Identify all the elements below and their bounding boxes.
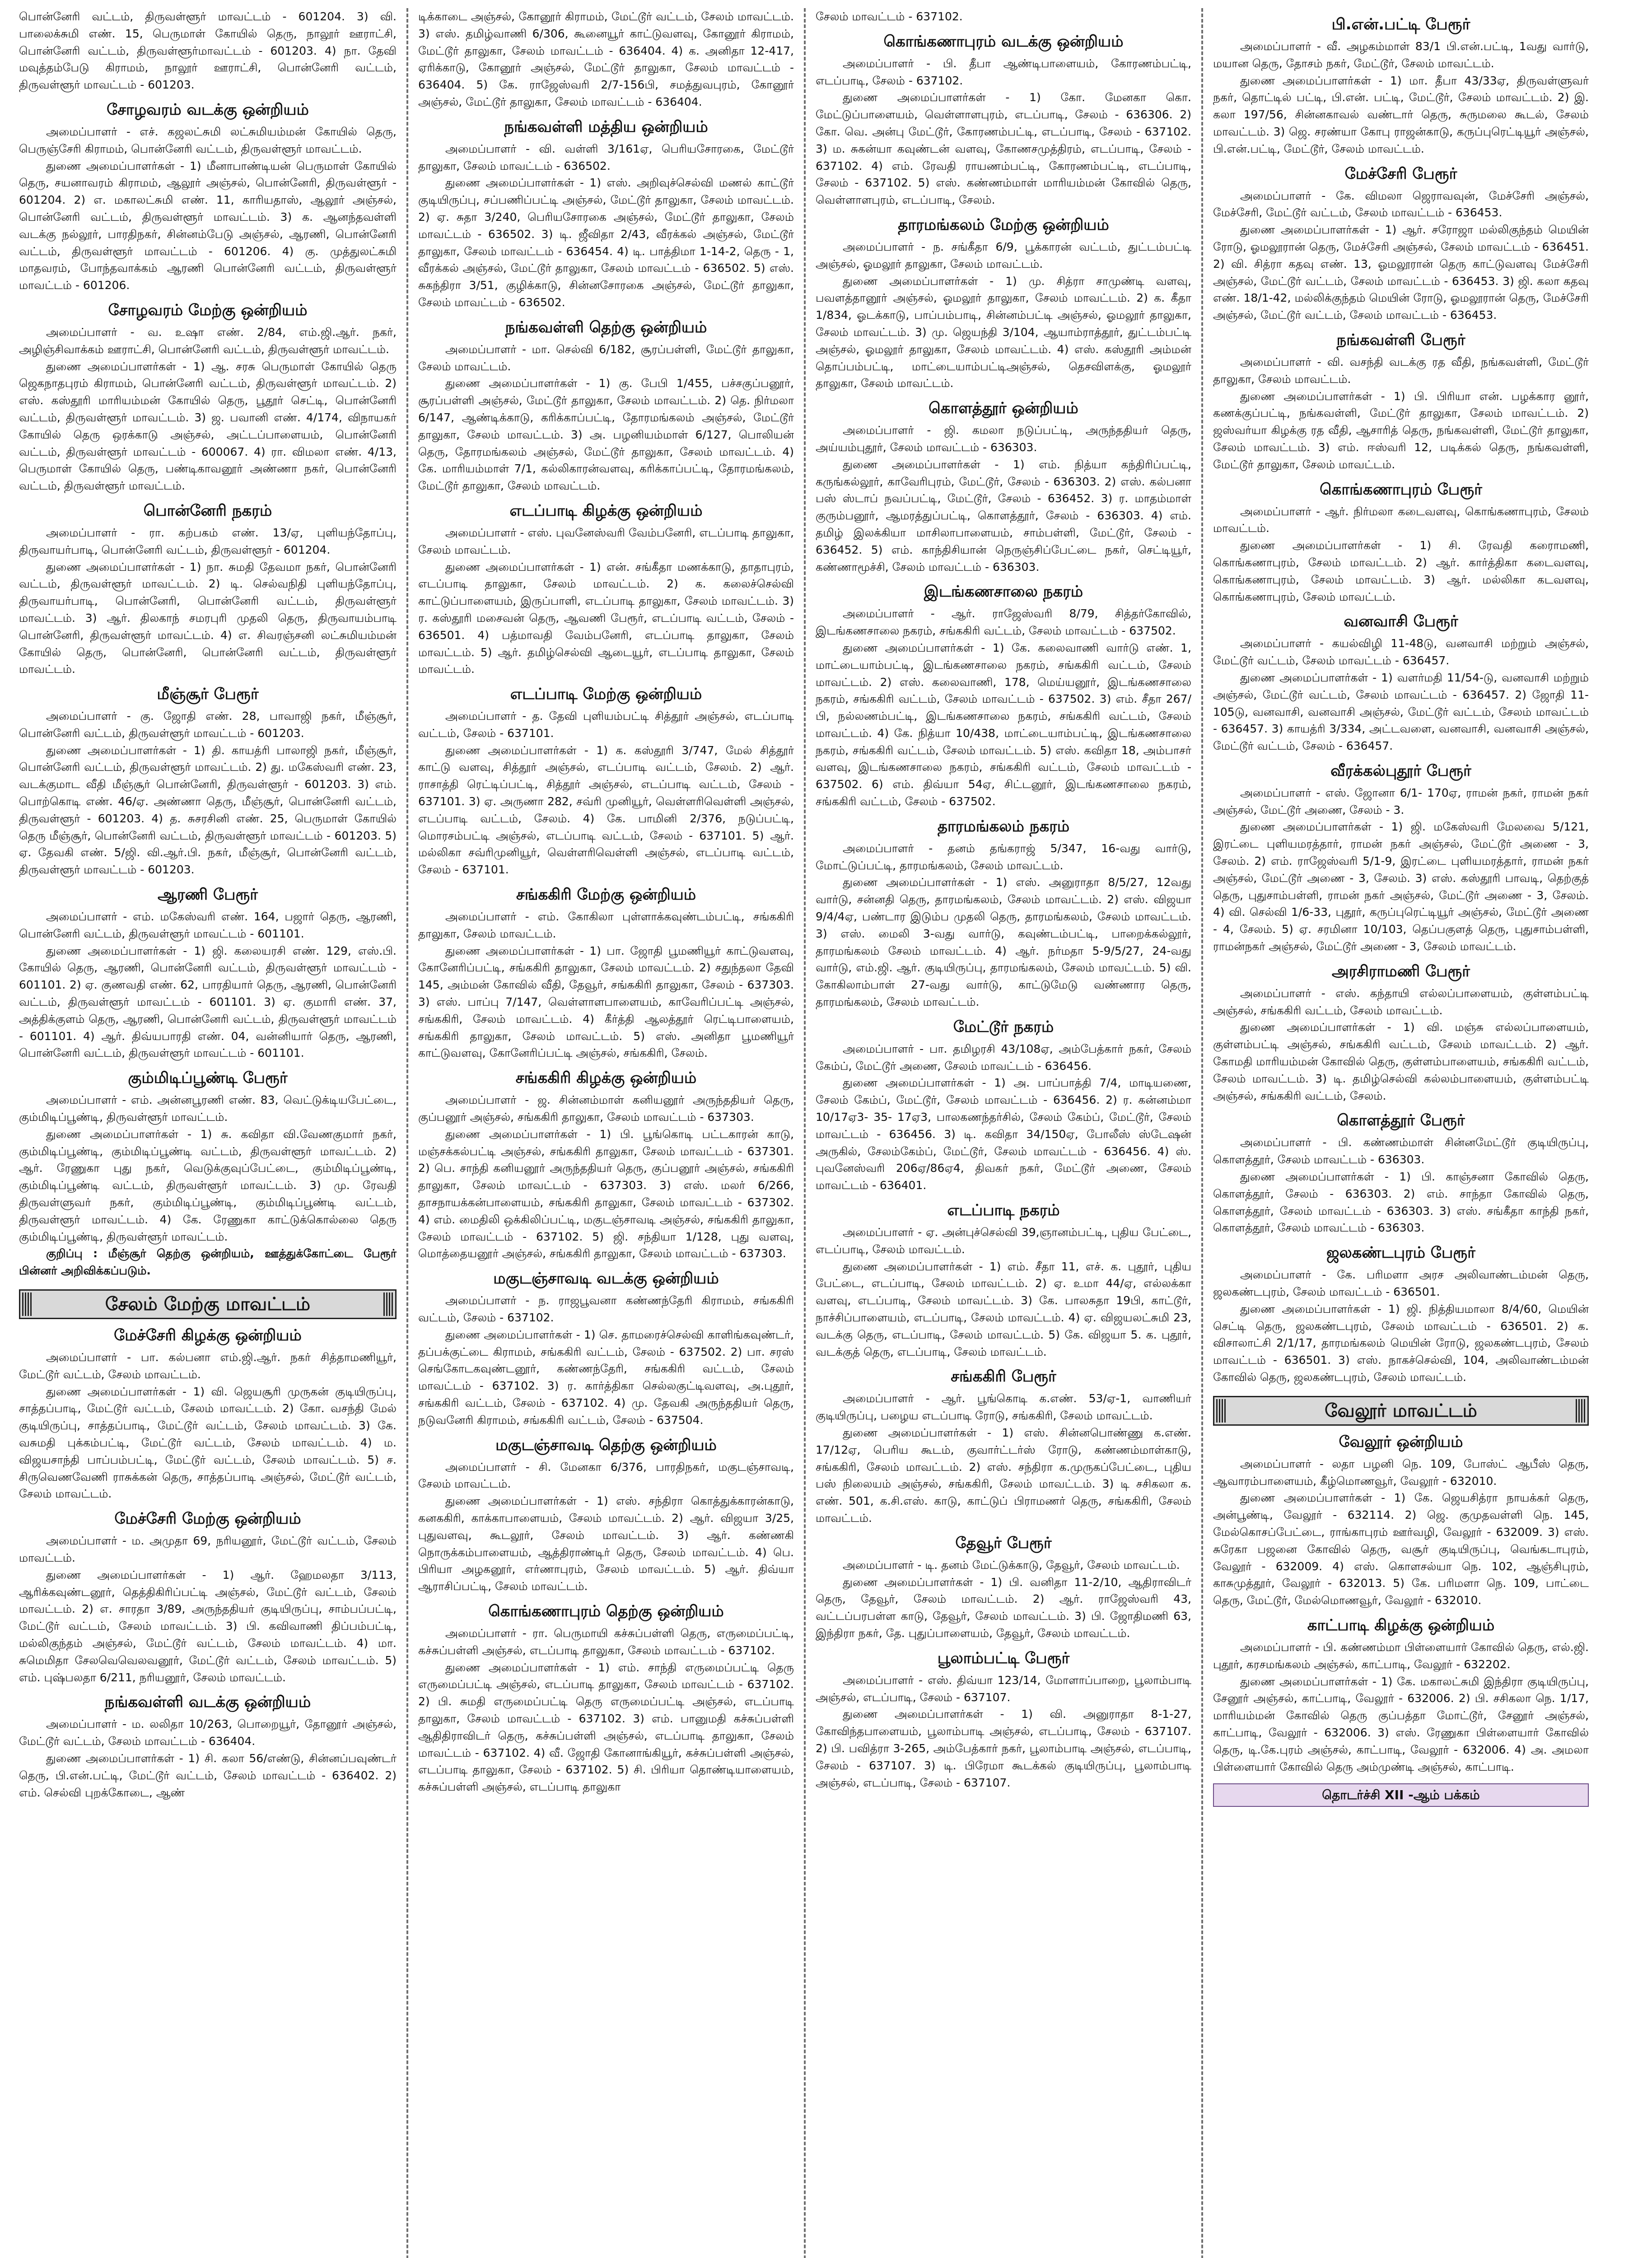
union-section <box>19 684 397 878</box>
section-heading: தேவூர் பேரூர் <box>955 1534 1052 1552</box>
section-heading: மகுடஞ்சாவடி வடக்கு ஒன்றியம் <box>493 1269 719 1288</box>
union-section <box>1213 1432 1589 1609</box>
deputy-organizers-entry: துணை அமைப்பாளர்கள் - 1) செ. தாமரைச்செல்வி காளிங்கவுண்டர், தப்பக்குட்டை கிராமம், சங்ககிரி வட்டம், சேலம் - 637502. 2) பா. சரஸ் செங்கோடகவுண்டனூர், கண்ணந்தேரி, சங்ககிரி வட்டம், சேலம் மாவட்டம் - 637102. 3) ர. கார்த்திகா செல்லகுட்டிவளவு, அ.புதூர், சங்ககிரி வட்டம், சேலம் - 637102. 4) மு. தேவகி அருந்ததியர் தெரு, நடுவனேரி கிராமம், சங்ககிரி வட்டம், சேலம் - 637504. <box>418 1328 794 1427</box>
union-section <box>418 117 794 311</box>
deputy-organizers-entry: துணை அமைப்பாளர்கள் - 1) எஸ். அனுராதா 8/5/27, 12வது வார்டு, சன்னதி தெரு, தாரமங்கலம், சேலம் மாவட்டம். 2) எஸ். விஜயா 9/4/4ஏ, பண்டார இடும்ப முதலி தெரு, தாரமங்கலம், சேலம் மாவட்டம். 3) எஸ். மைலி 3-வது வார்டு, கவுண்டம்பட்டி, பாறைக்கல்லூர், தாரமங்கலம் சேலம் மாவட்டம். 4) ஆர். நர்மதா 5-9/5/27, 24-வது வார்டு, எம்.ஜி. ஆர். குடியிருப்பு, தாரமங்கலம், சேலம் மாவட்டம். 5) வி. கோகிலாம்பாள் 27-வது வார்டு, காட்டுமேடு வண்ணார தெரு, தாரமங்கலம், சேலம் மாவட்டம். <box>816 876 1191 1009</box>
union-section <box>1213 14 1589 158</box>
section-heading: எடப்பாடி மேற்கு ஒன்றியம் <box>510 685 702 704</box>
organizer-entry: அமைப்பாளர் - பி. கண்ணம்மா பிள்ளையார் கோவில் தெரு, எல்.ஜி. புதூர், கரசமங்கலம் அஞ்சல், காட்பாடி, வேலூர் - 632202. <box>1213 1640 1589 1671</box>
deputy-organizers-entry: துணை அமைப்பாளர்கள் - 1) எஸ். சின்னபொண்ணு க.எண். 17/12ஏ, பெரிய கூடம், குவார்ட்டர்ஸ் ரோடு, கண்ணம்மாள்காடு, சங்ககிரி, சேலம் மாவட்டம். 2) எஸ். சந்திரா க.முருகப்பேட்டை, புதிய பஸ் நிலையம் அஞ்சல், சங்ககிரி, சேலம் மாவட்டம். 3) டி சசிகலா க. எண். 501, க.சி.எஸ். காடு, காட்டுப் பிராமணர் தெரு, சங்ககிரி, சேலம் மாவட்டம். <box>816 1426 1191 1525</box>
union-section <box>1213 164 1589 324</box>
deputy-organizers-entry: டிக்காடை அஞ்சல், கோனூர் கிராமம், மேட்டூர் வட்டம், சேலம் மாவட்டம். 3) எஸ். தமிழ்வாணி 6/306, கூனையூர் காட்டுவளவு, கோனூர் கிராமம், மேட்டூர் தாலுகா, சேலம் மாவட்டம் - 636404. 4) க. அனிதா 12-417, ஏரிக்காடு, கோனூர் அஞ்சல், மேட்டூர் தாலுகா, சேலம் மாவட்டம் - 636404. 5) கே. ராஜேஸ்வரி 2/7-156பி, சமத்துவபுரம், கோனூர் அஞ்சல், மேட்டூர் தாலுகா, சேலம் மாவட்டம் - 636404. <box>418 10 794 108</box>
union-section <box>816 582 1191 810</box>
union-section <box>816 1533 1191 1642</box>
deputy-organizers-entry: துணை அமைப்பாளர்கள் - 1) கே. மகாலட்சுமி இந்திரா குடியிருப்பு, சேனூர் அஞ்சல், காட்பாடி, வேலூர் - 632006. 2) பி. சசிகலா நெ. 1/17, மாரியம்மன் கோவில் தெரு குப்பத்தா மோட்டூர், சேனூர் அஞ்சல், காட்பாடி, வேலூர் - 632006. 3) எஸ். ரேணுகா பிள்ளையார் கோவில் தெரு, டி.கே.புரம் அஞ்சல், காட்பாடி, வேலூர் - 632006. 4) அ. அமலா பிள்ளையார் கோவில் தெரு அம்முண்டி அஞ்சல், காட்பாடி. <box>1213 1675 1589 1773</box>
section-heading: அரசிராமணி பேரூர் <box>1331 962 1470 980</box>
deputy-organizers-entry: துணை அமைப்பாளர்கள் - 1) சு. கவிதா வி.வேணகுமார் நகர், கும்மிடிப்பூண்டி, கும்மிடிப்பூண்டி வட்டம், திருவள்ளூர் மாவட்டம். 2) ஆர். ரேணுகா புது நகர், வெடுக்குவுப்பேட்டை, கும்மிடிப்பூண்டி, கும்மிடிப்பூண்டி வட்டம், திருவள்ளூர் மாவட்டம். 3) மு. ரேவதி திருவள்ளுவர் நகர், கும்மிடிப்பூண்டி, கும்மிடிப்பூண்டி வட்டம், திருவள்ளூர் மாவட்டம். 4) கே. ரேணுகா காட்டுக்கொல்லை தெரு கும்மிடிப்பூண்டி, திருவள்ளூர் மாவட்டம். <box>19 1127 397 1243</box>
deputy-organizers-entry: துணை அமைப்பாளர்கள் - 1) எம். சீதா 11, எச். க. புதூர், புதிய பேட்டை, எடப்பாடி, சேலம் மாவட்டம். 2) ஏ. உமா 44/ஏ, எல்லக்கா வளவு, எடப்பாடி, சேலம் மாவட்டம். 3) கே. பாலசுதா 19பி, காட்டூர், நாச்சிப்பாளையம், எடப்பாடி, சேலம் மாவட்டம். 4) ஏ. விஜயலட்சுமி 23, வடக்கு தெரு, எடப்பாடி, சேலம் மாவட்டம். 5) கே. விஜயா 5. க. புதூர், வடக்குத் தெரு, எடப்பாடி, சேலம் மாவட்டம். <box>816 1260 1191 1358</box>
section-heading: மேட்டூர் நகரம் <box>953 1017 1054 1036</box>
deputy-organizers-entry: துணை அமைப்பாளர்கள் - 1) ஜி. கலையரசி எண். 129, எஸ்.பி. கோயில் தெரு, ஆரணி, பொன்னேரி வட்டம், திருவள்ளூர் மாவட்டம் - 601101. 2) ஏ. குணவதி எண். 62, பாரதியார் தெரு, ஆரணி, பொன்னேரி வட்டம், திருவள்ளூர் மாவட்டம் - 601101. 3) ஏ. குமாரி எண். 37, அத்திக்குளம் தெரு, ஆரணி, பொன்னேரி வட்டம், திருவள்ளூர் மாவட்டம் - 601101. 4) ஆர். திவ்யபாரதி எண். 04, வன்னியார் தெரு, ஆரணி, பொன்னேரி வட்டம், திருவள்ளூர் மாவட்டம் - 601101. <box>19 944 397 1060</box>
section-heading: எடப்பாடி நகரம் <box>947 1201 1060 1220</box>
section-heading: நங்கவள்ளி வடக்கு ஒன்றியம் <box>104 1693 311 1712</box>
organizer-entry: அமைப்பாளர் - எம். மகேஸ்வரி எண். 164, பஜார் தெரு, ஆரணி, பொன்னேரி வட்டம், திருவள்ளூர் மாவட்டம் - 601101. <box>19 910 397 940</box>
section-heading: மேச்சேரி பேரூர் <box>1344 164 1457 183</box>
union-section <box>418 317 794 495</box>
union-section <box>1213 961 1589 1105</box>
organizer-entry: அமைப்பாளர் - கே. பரிமளா அரச அலிவாண்டம்மன் தெரு, ஜலகண்டபுரம், சேலம் மாவட்டம் - 636501. <box>1213 1268 1589 1299</box>
section-heading: வேலூர் ஒன்றியம் <box>1339 1432 1463 1451</box>
organizer-entry: அமைப்பாளர் - ம. லலிதா 10/263, பொறையூர், தோனூர் அஞ்சல், மேட்டூர் வட்டம், சேலம் மாவட்டம் - 636404. <box>19 1717 397 1748</box>
union-section <box>418 684 794 878</box>
column-3 <box>804 8 1201 2258</box>
deputy-organizers-entry: துணை அமைப்பாளர்கள் - 1) மா. தீபா 43/33ஏ, திருவள்ளுவர் நகர், தொட்டில் பட்டி, பி.என். பட்டி, மேட்டூர், சேலம் மாவட்டம். 2) இ. கலா 197/56, சின்னகாவல் வண்டார் தெரு, சுருமலை கூடல், சேலம் மாவட்டம். 3) ஜெ. சரண்யா கோபு ராஜன்காடு, கருப்புரெட்டியூர் அஞ்சல், பி.என்.பட்டி, மேட்டூர், சேலம் மாவட்டம். <box>1213 74 1589 155</box>
section-heading: வீரக்கல்புதூர் பேரூர் <box>1330 761 1471 780</box>
deputy-organizers-entry: துணை அமைப்பாளர்கள் - 1) வளர்மதி 11/54-டு, வனவாசி மற்றும் அஞ்சல், மேட்டூர் வட்டம், சேலம் மாவட்டம் - 636457. 2) ஜோதி 11-105டு, வனவாசி, வனவாசி அஞ்சல், மேட்டூர் வட்டம், சேலம் மாவட்டம் - 636457. 3) காயத்ரி 3/334, அட்டவளை, வனவாசி, வனவாசி அஞ்சல், மேட்டூர் வட்டம், சேலம் - 636457. <box>1213 671 1589 753</box>
column-4 <box>1201 8 1599 2258</box>
union-section <box>1213 761 1589 955</box>
organizer-entry: அமைப்பாளர் - எஸ். கந்தாயி எல்லப்பாளையம், குள்ளம்பட்டி அஞ்சல், சங்ககிரி வட்டம், சேலம் மாவட்டம். <box>1213 986 1589 1017</box>
section-heading: பொன்னேரி நகரம் <box>143 501 272 520</box>
section-heading: காட்பாடி கிழக்கு ஒன்றியம் <box>1307 1616 1495 1634</box>
section-heading: கொங்கணாபுரம் பேரூர் <box>1320 480 1482 499</box>
union-section <box>19 1509 397 1686</box>
organizer-entry: அமைப்பாளர் - ஆர். ராஜேஸ்வரி 8/79, சித்தர்கோவில், இடங்கணசாலை நகரம், சங்ககிரி வட்டம், சேலம் மாவட்டம் - 637502. <box>816 607 1191 638</box>
union-section <box>816 32 1191 209</box>
deputy-organizers-entry: துணை அமைப்பாளர்கள் - 1) மீனாபாண்டியன் பெருமாள் கோயில் தெரு, சயனாவரம் கிராமம், ஆலூர் அஞ்சல், பொன்னேரி, திருவள்ளூர் - 601204. 2) எ. மகாலட்சுமி எண். 11, காரியதாஸ், ஆலூர் அஞ்சல், பொன்னேரி வட்டம், திருவள்ளூர் மாவட்டம். 3) க. ஆனந்தவள்ளி வடக்கு நல்லூர், பாரதிநகர், சின்னம்பேடு அஞ்சல், ஆரணி, பொன்னேரி வட்டம், திருவள்ளூர் மாவட்டம் - 601206. 4) கு. முத்துலட்சுமி மாதவரம், போந்தவாக்கம் ஆரணி பொன்னேரி வட்டம், திருவள்ளூர் மாவட்டம் - 601206. <box>19 159 397 292</box>
union-section <box>19 885 397 1062</box>
deputy-organizers-entry: துணை அமைப்பாளர்கள் - 1) எம். நித்யா கந்திரிப்பட்டி, கருங்கல்லூர், காவேரிபுரம், மேட்டூர், சேலம் - 636303. 2) எஸ். கல்பனா பஸ் ஸ்டாப் நவப்பட்டி, மேட்டூர், சேலம் - 636452. 3) ர. மாதம்மாள் குரும்பனூர், ஆமரத்துப்பட்டி, கொளத்தூர், சேலம் - 636303. 4) எம். தமிழ் இலக்கியா மாசிலாபாளையம், சாம்பள்ளி, மேட்டூர், சேலம் - 636452. 5) எம். காந்திசியான் நெருஞ்சிப்பேட்டை நகர், செட்டியூர், கண்ணாமூச்சி, சேலம் மாவட்டம் - 636303. <box>816 457 1191 574</box>
deputy-organizers-entry: துணை அமைப்பாளர்கள் - 1) வி. மஞ்சு எல்லப்பாளையம், குள்ளம்பட்டி அஞ்சல், சங்ககிரி வட்டம், சேலம் மாவட்டம். 2) ஆர். கோமதி மாரியம்மன் கோவில் தெரு, குள்ளம்பாளையம், சங்ககிரி வட்டம், சேலம் மாவட்டம். 3) டி. தமிழ்செல்வி கல்லம்பாளையம், குள்ளம்பட்டி அஞ்சல், சங்ககிரி வட்டம், சேலம். <box>1213 1021 1589 1102</box>
union-section <box>1213 330 1589 473</box>
deputy-organizers-entry: துணை அமைப்பாளர்கள் - 1) பி. வனிதா 11-2/10, ஆதிராவிடர் தெரு, தேவூர், சேலம் மாவட்டம். 2) ஆர். ராஜேஸ்வரி 43, வட்டப்பரபள்ள காடு, தேவூர், சேலம் மாவட்டம். 3) பி. ஜோதிமணி 63, இந்திரா நகர், தே. புதுப்பாளையம், தேவூர், சேலம் மாவட்டம். <box>816 1575 1191 1640</box>
union-section <box>816 816 1191 1011</box>
union-section <box>418 1269 794 1428</box>
organizer-entry: அமைப்பாளர் - ம. அமுதா 69, நரியனூர், மேட்டூர் வட்டம், சேலம் மாவட்டம். <box>19 1534 397 1564</box>
continued-on-page-note: தொடர்ச்சி XII -ஆம் பக்கம் <box>1213 1783 1589 1807</box>
section-heading: எடப்பாடி கிழக்கு ஒன்றியம் <box>509 501 703 520</box>
section-heading: ஜலகண்டபுரம் பேரூர் <box>1326 1244 1475 1262</box>
section-heading: சோழவரம் மேற்கு ஒன்றியம் <box>108 301 308 319</box>
deputy-organizers-entry: துணை அமைப்பாளர்கள் - 1) அ. பாப்பாத்தி 7/4, மாடியணை, சேலம் கேம்ப், மேட்டூர், சேலம் மாவட்டம் - 636456. 2) ர. கன்னம்மா 10/17ஏ3- 35- 17ஏ3, பாலகணந்தர்சில், சேலம் கேம்ப், மேட்டூர், சேலம் மாவட்டம் - 636456. 3) டி. கவிதா 34/150ஏ, போலீஸ் ஸ்டேஷன் அருகில், சேலம்கேம்ப், மேட்டூர், சேலம் மாவட்டம் - 636456. 4) ஸ். புவனேஸ்வரி 206ஏ/86ஏ4, திவகர் நகர், மேட்டூர் அணை, சேலம் மாவட்டம் - 636401. <box>816 1076 1191 1192</box>
organizer-entry: அமைப்பாளர் - வ. உஷா எண். 2/84, எம்.ஜி.ஆர். நகர், அழிஞ்சிவாக்கம் ஊராட்சி, பொன்னேரி வட்டம், திருவள்ளூர் மாவட்டம். <box>19 325 397 356</box>
section-heading: கொங்கணாபுரம் வடக்கு ஒன்றியம் <box>883 32 1124 51</box>
organizer-entry: அமைப்பாளர் - ஜி. கமலா நடுப்பட்டி, அருந்ததியர் தெரு, அய்யம்புதூர், சேலம் மாவட்டம் - 636303. <box>816 424 1191 454</box>
deputy-organizers-entry: துணை அமைப்பாளர்கள் - 1) ஜி. மகேஸ்வரி மேலவை 5/121, இரட்டை புளியமரத்தார், ராமன் நகர் அஞ்சல், மேட்டூர் அணை - 3, சேலம். 2) எம். ராஜேஸ்வரி 5/1-9, இரட்டை புளியமரத்தார், ராமன் நகர் அஞ்சல், மேட்டூர் அணை - 3, சேலம். 3) எஸ். கஸ்தூரி பாவடி, தெற்குத் தெரு, புதுசாம்பள்ளி, ராமன் நகர் அஞ்சல், மேட்டூர் அணை - 3, சேலம். 4) வி. செல்வி 1/6-33, புதூர், கருப்புரெட்டியூர் அஞ்சல், மேட்டூர் அணை - 4, சேலம். 5) ஏ. சரமினா 10/103, தெப்பகுளத் தெரு, புதுசாம்பள்ளி, ராமன்நகர் அஞ்சல், மேட்டூர் அணை - 3, சேலம் மாவட்டம். <box>1213 820 1589 953</box>
deputy-organizers-entry: துணை அமைப்பாளர்கள் - 1) ஆர். சரோஜா மல்லிகுந்தம் மெயின் ரோடு, ஓமலூரான் தெரு, மேச்சேரி அஞ்சல், சேலம் மாவட்டம் - 636451. 2) வி. சித்ரா கதவு எண். 13, ஓமலூரான் தெரு காட்டுவளவு மேச்சேரி அஞ்சல், மேட்டூர் வட்டம், சேலம் மாவட்டம் - 636453. 3) ஜி. கலா கதவு எண். 18/1-42, மல்லிக்குந்தம் மெயின் ரோடு, ஓமலூரான் தெரு, மேச்சேரி அஞ்சல், மேட்டூர் வட்டம், சேலம் மாவட்டம் - 636453. <box>1213 223 1589 322</box>
section-heading: கும்மிடிப்பூண்டி பேரூர் <box>128 1069 288 1087</box>
union-section <box>19 1068 397 1279</box>
organizer-entry: அமைப்பாளர் - ஆர். பூங்கொடி க.எண். 53/ஏ-1, வாணியர் குடியிருப்பு, பழைய எடப்பாடி ரோடு, சங்ககிரி, சேலம் மாவட்டம். <box>816 1392 1191 1423</box>
section-heading: சங்ககிரி பேரூர் <box>951 1367 1056 1386</box>
deputy-organizers-entry: சேலம் மாவட்டம் - 637102. <box>816 10 963 23</box>
deputy-organizers-entry: துணை அமைப்பாளர்கள் - 1) நா. சுமதி தேவமா நகர், பொன்னேரி வட்டம், திருவள்ளூர் மாவட்டம். 2) டி. செல்வநிதி புளியந்தோப்பு, திருவாயர்பாடி, பொன்னேரி, பொன்னேரி வட்டம், திருவள்ளூர் மாவட்டம். 3) ஆர். திலகாந் சமரபுரி முதலி தெரு, திருவாயம்பாடி பொன்னேரி, திருவள்ளூர் மாவட்டம். 4) எ. சிவரஞ்சனி லட்சுமியம்மன் கோயில் தெரு, பொன்னேரி, பொன்னேரி வட்டம், திருவள்ளூர் மாவட்டம். <box>19 560 397 676</box>
deputy-organizers-entry: துணை அமைப்பாளர்கள் - 1) பா. ஜோதி பூமணியூர் காட்டுவளவு, கோனேரிப்பட்டி, சங்ககிரி தாலுகா, சேலம் மாவட்டம். 2) சதுந்தலா தேவி 145, அம்மன் கோவில் வீதி, தேவூர், சங்ககிரி தாலுகா, சேலம் - 637303. 3) எஸ். பாப்பு 7/147, வெள்ளாளபாளையம், காவேரிப்பட்டி அஞ்சல், சங்ககிரி, சேலம் மாவட்டம். 4) கீர்த்தி ஆலத்தூர் ரெட்டிபாளையம், சங்ககிரி தாலுகா, சேலம் மாவட்டம். 5) எஸ். அனிதா பூமணியூர் காட்டுவளவு, கோனேரிப்பட்டி அஞ்சல், சங்ககிரி, சேலம். <box>418 944 794 1060</box>
column-2 <box>406 8 804 2258</box>
column-1 <box>9 8 406 2258</box>
union-section <box>19 501 397 678</box>
organizer-entry: அமைப்பாளர் - வி. வசந்தி வடக்கு ரத வீதி, நங்கவள்ளி, மேட்டூர் தாலுகா, சேலம் மாவட்டம். <box>1213 355 1589 386</box>
union-section <box>1213 480 1589 606</box>
section-heading: மீஞ்சூர் பேரூர் <box>157 685 259 704</box>
union-section <box>19 8 397 93</box>
organizer-entry: அமைப்பாளர் - பா. கல்பனா எம்.ஜி.ஆர். நகர் சித்தாமணியூர், மேட்டூர் வட்டம், சேலம் மாவட்டம். <box>19 1351 397 1381</box>
organizer-entry: அமைப்பாளர் - ந. சங்கீதா 6/9, பூக்காரன் வட்டம், துட்டம்பட்டி அஞ்சல், ஓமலூர் தாலுகா, சேலம் மாவட்டம். <box>816 240 1191 271</box>
union-section <box>19 100 397 294</box>
section-heading: கொளத்தூர் பேரூர் <box>1337 1111 1465 1130</box>
union-section <box>1213 1110 1589 1236</box>
deputy-organizers-entry: துணை அமைப்பாளர்கள் - 1) பி. பிரியா என். பழக்கார னூர், கணக்குப்பட்டி, நங்கவள்ளி, மேட்டூர் தாலுகா, சேலம் மாவட்டம். 2) ஜஸ்வர்யா கிழக்கு ரத வீதி, ஆசாரித் தெரு, நங்கவள்ளி, மேட்டூர் தாலுகா, சேலம் மாவட்டம். 3) எம். ஈஸ்வரி 12, படிக்கல் தெரு, நங்கவள்ளி, மேட்டூர் தாலுகா, சேலம் மாவட்டம். <box>1213 389 1589 471</box>
organizer-entry: அமைப்பாளர் - எஸ். திவ்யா 123/14, மோளாப்பாறை, பூலாம்பாடி அஞ்சல், எடப்பாடி, சேலம் - 637107. <box>816 1673 1191 1704</box>
section-heading: தாரமங்கலம் நகரம் <box>937 817 1070 835</box>
union-section <box>816 1017 1191 1194</box>
section-heading: பூலாம்பட்டி பேரூர் <box>937 1649 1070 1667</box>
section-heading: பி.என்.பட்டி பேரூர் <box>1331 15 1470 33</box>
union-section <box>19 1692 397 1801</box>
deputy-organizers-entry: துணை அமைப்பாளர்கள் - 1) எம். சாந்தி எருமைப்பட்டி தெரு எருமைப்பட்டி அஞ்சல், எடப்பாடி தாலுகா, சேலம் மாவட்டம் - 637102. 2) பி. சுமதி எருமைப்பட்டி தெரு எருமைப்பட்டி அஞ்சல், எடப்பாடி தாலுகா, சேலம் மாவட்டம் - 637102. 3) எம். பானுமதி கச்சுப்பள்ளி ஆதிதிராவிடர் தெரு, கச்சுப்பள்ளி அஞ்சல், எடப்பாடி தாலுகா, சேலம் மாவட்டம் - 637102. 4) வீ. ஜோதி கோனாங்கியூர், கச்சுப்பள்ளி அஞ்சல், எடப்பாடி தாலுகா, சேலம் - 637102. 5) சி. பிரியா தொண்டியாளையம், கச்சுப்பள்ளி அஞ்சல், எடப்பாடி தாலுகா <box>418 1661 794 1794</box>
section-heading: மேச்சேரி கிழக்கு ஒன்றியம் <box>114 1326 302 1344</box>
organizer-entry: அமைப்பாளர் - த. தேவி புளியம்பட்டி சித்தூர் அஞ்சல், எடப்பாடி வட்டம், சேலம் - 637101. <box>418 709 794 740</box>
section-heading: தாரமங்கலம் மேற்கு ஒன்றியம் <box>898 215 1109 234</box>
deputy-organizers-entry: துணை அமைப்பாளர்கள் - 1) பி. காஞ்சனா கோவில் தெரு, கொளத்தூர், சேலம் - 636303. 2) எம். சாந்தா கோவில் தெரு, கொளத்தூர், சேலம் மாவட்டம் - 636303. 3) எஸ். சங்கீதா காந்தி நகர், கொளத்தூர், சேலம் மாவட்டம் - 636303. <box>1213 1170 1589 1235</box>
deputy-organizers-entry: துணை அமைப்பாளர்கள் - 1) எஸ். அறிவுச்செல்வி மணல் காட்டூர் குடியிருப்பு, சப்பணிப்பட்டி அஞ்சல், மேட்டூர் தாலுகா, சேலம் மாவட்டம். 2) ஏ. சுதா 3/240, பெரியசோரகை அஞ்சல், மேட்டூர் தாலுகா, சேலம் மாவட்டம் - 636502. 3) டி. ஜீவிதா 2/43, வீரக்கல் அஞ்சல், மேட்டூர் தாலுகா, சேலம் மாவட்டம் - 636454. 4) டி. பாத்திமா 1-14-2, தெரு - 1, வீரக்கல் அஞ்சல், மேட்டூர் தாலுகா, சேலம் மாவட்டம் - 636502. 5) எஸ். சுகந்திரா 3/51, குழிக்காடு, சின்னசோரகை அஞ்சல், மேட்டூர் தாலுகா, சேலம் மாவட்டம் - 636502. <box>418 176 794 309</box>
deputy-organizers-entry: துணை அமைப்பாளர்கள் - 1) மு. சித்ரா சாமுண்டி வளவு, பவளத்தானூர் அஞ்சல், ஓமலூர் தாலுகா, சேலம் மாவட்டம். 2) க. கீதா 1/834, ஓடக்காடு, பாப்பம்பாடி, சின்னம்பட்டி அஞ்சல், ஓமலூர் தாலுகா, சேலம் மாவட்டம். 3) மு. ஜெயந்தி 3/104, ஆயாம்ராத்தூர், துட்டம்பட்டி அஞ்சல், ஓமலூர் தாலுகா, சேலம் மாவட்டம். 4) எஸ். கஸ்தூரி அம்மன் தொப்பம்பட்டி, மாட்டையாம்பட்டிஅஞ்சல், தெசவிளக்கு, ஓமலூர் தாலுகா, சேலம் மாவட்டம். <box>816 274 1191 390</box>
organizer-entry: அமைப்பாளர் - பி. கண்ணம்மாள் சின்னமேட்டூர் குடியிருப்பு, கொளத்தூர், சேலம் மாவட்டம் - 636303. <box>1213 1136 1589 1166</box>
union-section <box>816 8 1191 25</box>
deputy-organizers-entry: துணை அமைப்பாளர்கள் - 1) ஆ. சரசு பெருமாள் கோயில் தெரு ஜெகநாதபுரம் கிராமம், பொன்னேரி வட்டம், திருவள்ளூர் மாவட்டம். 2) எஸ். கஸ்தூரி மாரியம்மன் கோயில் தெரு, பூதூர் செட்டி, பொன்னேரி வட்டம், திருவள்ளூர் மாவட்டம். 3) ஜ. பவானி எண். 4/174, விநாயகர் கோயில் தெரு ஒரக்காடு அஞ்சல், அட்டப்பாளையம், பொன்னேரி வட்டம், திருவள்ளூர் மாவட்டம் - 600067. 4) ரா. விமலா எண். 4/13, பெருமாள் கோயில் தெரு, பண்டிகாவனூர் அண்ணா நகர், பொன்னேரி வட்டம், திருவள்ளூர் மாவட்டம். <box>19 359 397 493</box>
deputy-organizers-entry: துணை அமைப்பாளர்கள் - 1) தி. காயத்ரி பாலாஜி நகர், மீஞ்சூர், பொன்னேரி வட்டம், திருவள்ளூர் மாவட்டம். 2) து. மகேஸ்வரி எண். 23, வடக்குமாட வீதி மீஞ்சூர் பொன்னேரி, திருவள்ளூர் - 601203. 3) எம். பொற்கொடி எண். 46/ஏ. அண்ணா தெரு, மீஞ்சூர், பொன்னேரி வட்டம், திருவள்ளூர் - 601203. 4) த. சுசரசினி எண். 25, பெருமாள் கோயில் தெரு மீஞ்சூர், பொன்னேரி வட்டம், திருவள்ளூர் மாவட்டம் - 601203. 5) ஏ. தேவகி எண். 5/ஜி. வி.ஆர்.பி. நகர், மீஞ்சூர், பொன்னேரி வட்டம், திருவள்ளூர் மாவட்டம் - 601203. <box>19 743 397 877</box>
union-section <box>816 1367 1191 1526</box>
section-heading: சங்ககிரி கிழக்கு ஒன்றியம் <box>515 1069 697 1087</box>
organizer-entry: அமைப்பாளர் - எம். அன்னபூரணி எண். 83, வெட்டுக்டியபேட்டை, கும்மிடிப்பூண்டி, திருவள்ளூர் மாவட்டம். <box>19 1093 397 1124</box>
deputy-organizers-entry: பொன்னேரி வட்டம், திருவள்ளூர் மாவட்டம் - 601204. 3) வி. பாலைக்சுமி எண். 15, பெருமாள் கோயில் தெரு, நாலூர் ஊராட்சி, பொன்னேரி வட்டம், திருவள்ளூர்மாவட்டம் - 601203. 4) நா. தேவி மவுத்தம்பேடு கிராமம், நாலூர் ஊராட்சி, பொன்னேரி வட்டம், திருவள்ளூர் மாவட்டம் - 601203. <box>19 10 397 92</box>
organizer-entry: அமைப்பாளர் - ஏ. அன்புச்செல்வி 39,ஞானம்பட்டி, புதிய பேட்டை, எடப்பாடி, சேலம் மாவட்டம். <box>816 1226 1191 1256</box>
union-section <box>1213 1615 1589 1775</box>
section-heading: வனவாசி பேரூர் <box>1344 612 1458 631</box>
organizer-entry: அமைப்பாளர் - பி. தீபா ஆண்டிபாளையம், கோரணம்பட்டி, எடப்பாடி, சேலம் - 637102. <box>816 56 1191 87</box>
deputy-organizers-entry: துணை அமைப்பாளர்கள் - 1) எஸ். சந்திரா கொத்துக்காரன்காடு, கனககிரி, காக்காபாளையம், சேலம் மாவட்டம். 2) ஆர். விஜயா 3/25, புதுவளவு, கூடலூர், சேலம் மாவட்டம். 3) ஆர். கண்ணகி நொருக்கம்பாளையம், ஆத்திராண்டிர் தெரு, சேலம் மாவட்டம். 4) பெ. பிரியா அழகனூர், எர்ணாபுரம், சேலம் மாவட்டம். 5) ஆர். திவ்யா ஆராசிப்பட்டி, சேலம் மாவட்டம். <box>418 1494 794 1593</box>
organizer-entry: அமைப்பாளர் - லதா பழனி நெ. 109, போஸ்ட் ஆபீஸ் தெரு, ஆவாரம்பாளையம், கீழ்மொணவூர், வேலூர் - 632010. <box>1213 1457 1589 1488</box>
section-heading: இடங்கணசாலை நகரம் <box>924 583 1083 601</box>
deputy-organizers-entry: துணை அமைப்பாளர்கள் - 1) கு. பேபி 1/455, பச்சகுப்பனூர், சூரப்பள்ளி அஞ்சல், மேட்டூர் தாலுகா, சேலம் மாவட்டம். 2) தெ. நிர்மலா 6/147, ஆண்டிக்காடு, கரிக்காப்பட்டி, தோரமங்கலம் அஞ்சல், மேட்டூர் தாலுகா, சேலம் மாவட்டம். 3) அ. பழனியம்மாள் 6/127, பொலியன் தெரு, தோரமங்கலம் அஞ்சல், மேட்டூர் தாலுகா, சேலம் மாவட்டம். 4) கே. மாரியம்மாள் 7/1, கல்லிகாரன்வளவு, கரிக்காப்பட்டி, தோரமங்கலம், மேட்டூர் தாலுகா, சேலம் மாவட்டம். <box>418 377 794 493</box>
organizer-entry: அமைப்பாளர் - மா. செல்வி 6/182, சூரப்பள்ளி, மேட்டூர் தாலுகா, சேலம் மாவட்டம். <box>418 342 794 373</box>
deputy-organizers-entry: துணை அமைப்பாளர்கள் - 1) வி. அனுராதா 8-1-27, கோவிந்தபாளையம், பூலாம்பாடி அஞ்சல், எடப்பாடி, சேலம் - 637107. 2) பி. பவித்ரா 3-265, அம்பேத்கார் நகர், பூலாம்பாடி அஞ்சல், எடப்பாடி, சேலம் - 637107. 3) டி. பிரேமா கூடக்கல் குடியிருப்பு, பூலாம்பாடி அஞ்சல், எடப்பாடி, சேலம் - 637107. <box>816 1707 1191 1789</box>
organizer-entry: அமைப்பாளர் - ஜ. சின்னம்மாள் கனியனூர் அருந்ததியர் தெரு, குப்பனூர் அஞ்சல், சங்ககிரி தாலுகா, சேலம் மாவட்டம் - 637303. <box>418 1093 794 1124</box>
organizer-entry: அமைப்பாளர் - ஆர். நிர்மலா கடைவளவு, கொங்கணாபுரம், சேலம் மாவட்டம். <box>1213 504 1589 535</box>
union-section <box>418 1435 794 1595</box>
section-heading: கொங்கணாபுரம் தெற்கு ஒன்றியம் <box>488 1602 724 1620</box>
section-heading: கொளத்தூர் ஒன்றியம் <box>929 399 1078 418</box>
organizer-entry: அமைப்பாளர் - கயல்விழி 11-48டு, வனவாசி மற்றும் அஞ்சல், மேட்டூர் வட்டம், சேலம் மாவட்டம் - 636457. <box>1213 637 1589 667</box>
union-section <box>816 398 1191 575</box>
section-heading: நங்கவள்ளி பேரூர் <box>1336 331 1465 349</box>
organizer-entry: அமைப்பாளர் - டி. தனம் மேட்டுக்காடு, தேவூர், சேலம் மாவட்டம். <box>843 1558 1180 1572</box>
union-section <box>418 1068 794 1262</box>
deputy-organizers-entry: துணை அமைப்பாளர்கள் - 1) சி. ரேவதி கரைாமணி, கொங்கணாபுரம், சேலம் மாவட்டம். 2) ஆர். கார்த்திகா கடைவளவு, கொங்கணாபுரம், சேலம் மாவட்டம். 3) ஆர். மல்லிகா கடவளவு, கொங்கணாபுரம், சேலம் மாவட்டம். <box>1213 539 1589 603</box>
organizer-entry: அமைப்பாளர் - வீ. அழகம்மாள் 83/1 பி.என்.பட்டி, 1வது வார்டு, மயான தெரு, தோசம் நகர், மேட்டூர், சேலம் மாவட்டம். <box>1213 40 1589 70</box>
section-heading: நங்கவள்ளி தெற்கு ஒன்றியம் <box>505 318 707 336</box>
footnote: குறிப்பு : மீஞ்சூர் தெற்கு ஒன்றியம், ஊத்துக்கோட்டை பேரூர் பின்னர் அறிவிக்கப்படும். <box>19 1247 397 1278</box>
organizer-entry: அமைப்பாளர் - வி. வள்ளி 3/161ஏ, பெரியசோரகை, மேட்டூர் தாலுகா, சேலம் மாவட்டம் - 636502. <box>418 142 794 173</box>
union-section <box>418 8 794 111</box>
section-heading: ஆரணி பேரூர் <box>157 886 258 904</box>
deputy-organizers-entry: துணை அமைப்பாளர்கள் - 1) ஜி. நித்தியமாலா 8/4/60, மெயின் செட்டி தெரு, ஜலகண்டபுரம், சேலம் மாவட்டம் - 636501. 2) க. விசாலாட்சி 2/1/17, தாரமங்கலம் மெயின் ரோடு, ஜலகண்டபுரம், சேலம் மாவட்டம் - 636501. 3) எஸ். நாகச்செல்வி, 104, அலிவாண்டம்மன் கோவில் தெரு, ஜலகண்டபுரம், சேலம் மாவட்டம். <box>1213 1302 1589 1384</box>
organizer-entry: அமைப்பாளர் - எச். கஜலட்சுமி லட்சுமியம்மன் கோயில் தெரு, பெருஞ்சேரி கிராமம், பொன்னேரி வட்டம், திருவள்ளூர் மாவட்டம். <box>19 125 397 155</box>
union-section <box>418 501 794 678</box>
organizer-entry: அமைப்பாளர் - ரா. கற்பகம் எண். 13/ஏ, புளியந்தோப்பு, திருவாயர்பாடி, பொன்னேரி வட்டம், திருவள்ளூர் - 601204. <box>19 526 397 556</box>
section-heading: சங்ககிரி மேற்கு ஒன்றியம் <box>516 886 696 904</box>
deputy-organizers-entry: துணை அமைப்பாளர்கள் - 1) என். சங்கீதா மணக்காடு, தாதாபுரம், எடப்பாடி தாலுகா, சேலம் மாவட்டம். 2) க. கலைச்செல்வி காட்டுப்பாளையம், இருப்பாளி, எடப்பாடி தாலுகா, சேலம் மாவட்டம். 3) ர. கஸ்தூரி மசைவன் தெரு, ஆவணி பேரூர், எடப்பாடி வட்டம், சேலம் - 636501. 4) பத்மாவதி வேம்பனேரி, எடப்பாடி தாலுகா, சேலம் மாவட்டம். 5) ஆர். தமிழ்செல்வி ஆடையூர், எடப்பாடி தாலுகா, சேலம் மாவட்டம். <box>418 560 794 676</box>
union-section <box>418 885 794 1062</box>
union-section <box>1213 1243 1589 1386</box>
organizer-entry: அமைப்பாளர் - கு. ஜோதி எண். 28, பாவாஜி நகர், மீஞ்சூர், பொன்னேரி வட்டம், திருவள்ளூர் மாவட்டம் - 601203. <box>19 709 397 740</box>
organizer-entry: அமைப்பாளர் - தனம் தங்கராஜ் 5/347, 16-வது வார்டு, மோட்டுப்பட்டி, தாரமங்கலம், சேலம் மாவட்டம். <box>816 841 1191 872</box>
deputy-organizers-entry: துணை அமைப்பாளர்கள் - 1) கே. ஜெயசித்ரா நாயக்கர் தெரு, அன்பூண்டி, வேலூர் - 632114. 2) ஜெ. குமுதவள்ளி நெ. 145, மேல்கொசப்பேட்டை, ராங்காபுரம் ஊர்வழி, வேலூர் - 632009. 3) எஸ். சுரேகா பஜனை கோவில் தெரு, வசூர் குடியிருப்பு, வெங்கடாபுரம், வேலூர் - 632009. 4) எஸ். கொளசல்யா நெ. 102, ஆஞ்சிபுரம், காசுமுத்தூர், வேலூர் - 632013. 5) கே. பரிமளா நெ. 109, பாட்டை தெரு, மேட்டூர், மேல்மொணவூர், வேலூர் - 632010. <box>1213 1491 1589 1607</box>
organizer-entry: அமைப்பாளர் - ந. ராஜபூவனா கண்ணந்தேரி கிராமம், சங்ககிரி வட்டம், சேலம் - 637102. <box>418 1294 794 1324</box>
organizer-entry: அமைப்பாளர் - எம். கோகிலா புள்ளாக்கவுண்டம்பட்டி, சங்ககிரி தாலுகா, சேலம் மாவட்டம். <box>418 910 794 940</box>
deputy-organizers-entry: துணை அமைப்பாளர்கள் - 1) கோ. மேனகா கொ. மேட்டுப்பாளையம், வெள்ளாளபுரம், எடப்பாடி, சேலம் - 636306. 2) கோ. வெ. அன்பு மேட்டூர், கோரணம்பட்டி, எடப்பாடி, சேலம் - 637102. 3) ம. சுகன்யா கவுண்டன் வளவு, கோணசமுத்திரம், எடப்பாடி, சேலம் - 637102. 4) எம். ரேவதி ராயணம்பட்டி, கோரணம்பட்டி, எடப்பாடி, சேலம் - 637102. 5) எஸ். கண்ணம்மாள் மாரியம்மன் கோவில் தெரு, வெள்ளாளபுரம், எடப்பாடி, சேலம். <box>816 91 1191 207</box>
deputy-organizers-entry: துணை அமைப்பாளர்கள் - 1) வி. ஜெயசூரி முருகன் குடியிருப்பு, சாத்தப்பாடி, மேட்டூர் வட்டம், சேலம் மாவட்டம். 2) கோ. வசந்தி மேல் குடியிருப்பு, சாத்தப்பாடி, மேட்டூர் வட்டம், சேலம் மாவட்டம். 3) கே. வசுமதி புக்கம்பட்டி, மேட்டூர் வட்டம், சேலம் மாவட்டம். 4) ம. விஜயசாந்தி பாப்பம்பட்டி, மேட்டூர் வட்டம், சேலம் மாவட்டம். 5) ச. சிருவெணவேணி ராசுக்கன் தெரு, சாத்தப்பாடி அஞ்சல், மேட்டூர் வட்டம், சேலம் மாவட்டம். <box>19 1385 397 1501</box>
deputy-organizers-entry: துணை அமைப்பாளர்கள் - 1) சி. கலா 56/எண்டு, சின்னப்பவுண்டர் தெரு, பி.என்.பட்டி, மேட்டூர் வட்டம், சேலம் மாவட்டம் - 636402. 2) எம். செல்வி புறக்கோடை, ஆண் <box>19 1751 397 1799</box>
organizer-entry: அமைப்பாளர் - எஸ். புவனேஸ்வரி வேம்பனேரி, எடப்பாடி தாலுகா, சேலம் மாவட்டம். <box>418 526 794 556</box>
organizer-entry: அமைப்பாளர் - எஸ். ஜோனா 6/1- 170ஏ, ராமன் நகர், ராமன் நகர் அஞ்சல், மேட்டூர் அணை, சேலம் - 3. <box>1213 786 1589 816</box>
district-banner: சேலம் மேற்கு மாவட்டம் <box>19 1289 397 1319</box>
organizer-entry: அமைப்பாளர் - ரா. பெருமாயி கச்சுப்பள்ளி தெரு, எருமைப்பட்டி, கச்சுப்பள்ளி அஞ்சல், எடப்பாடி தாலுகா, சேலம் மாவட்டம் - 637102. <box>418 1626 794 1657</box>
union-section <box>816 1200 1191 1360</box>
deputy-organizers-entry: துணை அமைப்பாளர்கள் - 1) க. கஸ்தூரி 3/747, மேல் சித்தூர் காட்டு வளவு, சித்தூர் அஞ்சல், எடப்பாடி வட்டம், சேலம். 2) ஆர். ராசாத்தி ரெட்டிப்பட்டி, சித்தூர் அஞ்சல், எடப்பாடி வட்டம், சேலம் - 637101. 3) ஏ. அருணா 282, சவ்ரி முனியூர், வெள்ளரிவெள்ளி அஞ்சல், எடப்பாடி வட்டம், சேலம். 4) கே. பாமினி 2/376, நடுப்பட்டி, மொரசம்பட்டி அஞ்சல், எடப்பாடி வட்டம், சேலம் - 637101. 5) ஆர். மல்லிகா சவ்ரிமுனியூர், வெள்ளரிவெள்ளி அஞ்சல், எடப்பாடி வட்டம், சேலம் - 637101. <box>418 743 794 877</box>
union-section <box>19 1325 397 1502</box>
section-heading: சோழவரம் வடக்கு ஒன்றியம் <box>107 100 309 119</box>
union-section <box>1213 611 1589 755</box>
deputy-organizers-entry: துணை அமைப்பாளர்கள் - 1) பி. பூங்கொடி பட்டகாரன் காடு, மஞ்சக்கல்பட்டி அஞ்சல், சங்ககிரி தாலுகா, சேலம் மாவட்டம் - 637301. 2) பெ. சாந்தி கனியனூர் அருந்ததியர் தெரு, குப்பனூர் அஞ்சல், சங்ககிரி தாலுகா, சேலம் மாவட்டம் - 637303. 3) எஸ். மலர் 6/266, தாசநாயக்கன்பாளையம், சங்ககிரி தாலுகா, சேலம் மாவட்டம் - 637302. 4) எம். மைதிலி ஒக்கிலிப்பட்டி, மகுடஞ்சாவடி அஞ்சல், சங்ககிரி தாலுகா, சேலம் மாவட்டம் - 637102. 5) ஜி. சந்தியா 1/128, புது வளவு, மொத்தையனூர் அஞ்சல், சங்ககிரி தாலுகா, சேலம் மாவட்டம் - 637303. <box>418 1127 794 1260</box>
organizer-entry: அமைப்பாளர் - பா. தமிழரசி 43/108ஏ, அம்பேத்கார் நகர், சேலம் கேம்ப், மேட்டூர் அணை, சேலம் மாவட்டம் - 636456. <box>816 1042 1191 1073</box>
union-section <box>816 1648 1191 1791</box>
union-section <box>816 215 1191 392</box>
organizer-entry: அமைப்பாளர் - சி. மேனகா 6/376, பாரதிநகர், மகுடஞ்சாவடி, சேலம் மாவட்டம். <box>418 1460 794 1491</box>
deputy-organizers-entry: துணை அமைப்பாளர்கள் - 1) ஆர். ஹேமலதா 3/113, ஆரிக்கவுண்டனூர், தெத்திகிரிப்பட்டி அஞ்சல், மேட்டூர் வட்டம், சேலம் மாவட்டம். 2) எ. சாரதா 3/89, அருந்ததியர் குடியிருப்பு, சாம்பப்பட்டி, மேட்டூர் வட்டம், சேலம் மாவட்டம். 3) பி. கவிவாணி திப்பம்பட்டி, மல்லிகுந்தம் அஞ்சல், மேட்டூர் வட்டம், சேலம் மாவட்டம். 4) மா. சுமெமிதா சேலவெவெலவனூர், மேட்டூர் வட்டம், சேலம் மாவட்டம். 5) எம். புஷ்பலதா 6/211, நரியனூர், சேலம் மாவட்டம். <box>19 1568 397 1684</box>
district-banner: வேலூர் மாவட்டம் <box>1213 1396 1589 1426</box>
section-heading: மேச்சேரி மேற்கு ஒன்றியம் <box>114 1510 301 1528</box>
section-heading: நங்கவள்ளி மத்திய ஒன்றியம் <box>504 117 708 136</box>
deputy-organizers-entry: துணை அமைப்பாளர்கள் - 1) கே. கலைவாணி வார்டு எண். 1, மாட்டையாம்பட்டி, இடங்கணசாலை நகரம், சங்ககிரி வட்டம், சேலம் மாவட்டம். 2) எஸ். கலைவாணி, 178, மெய்யனூர், இடங்கணசாலை நகரம், சங்ககிரி வட்டம், சேலம் மாவட்டம் - 637502. 3) எம். சீதா 267/பி, நல்லணம்பட்டி, இடங்கணசாலை நகரம், சங்ககிரி வட்டம், சேலம் மாவட்டம். 4) கே. நித்யா 10/438, மாட்டையாம்பட்டி, இடங்கணசாலை நகரம், சங்ககிரி வட்டம், சேலம் மாவட்டம். 5) எஸ். கவிதா 18, அம்பாசர் வளவு, இடங்கணசாலை நகரம், சங்ககிரி வட்டம், சேலம் மாவட்டம் - 637502. 6) எம். திவ்யா 54ஏ, சிட்டனூர், இடங்கணசாலை நகரம், சங்ககிரி வட்டம், சேலம் - 637502. <box>816 641 1191 808</box>
organizer-entry: அமைப்பாளர் - கே. விமலா ஜெராவவுன், மேச்சேரி அஞ்சல், மேச்சேரி, மேட்டூர் வட்டம், சேலம் மாவட்டம் - 636453. <box>1213 189 1589 219</box>
union-section <box>19 300 397 495</box>
section-heading: மகுடஞ்சாவடி தெற்கு ஒன்றியம் <box>495 1436 717 1454</box>
union-section <box>418 1601 794 1796</box>
